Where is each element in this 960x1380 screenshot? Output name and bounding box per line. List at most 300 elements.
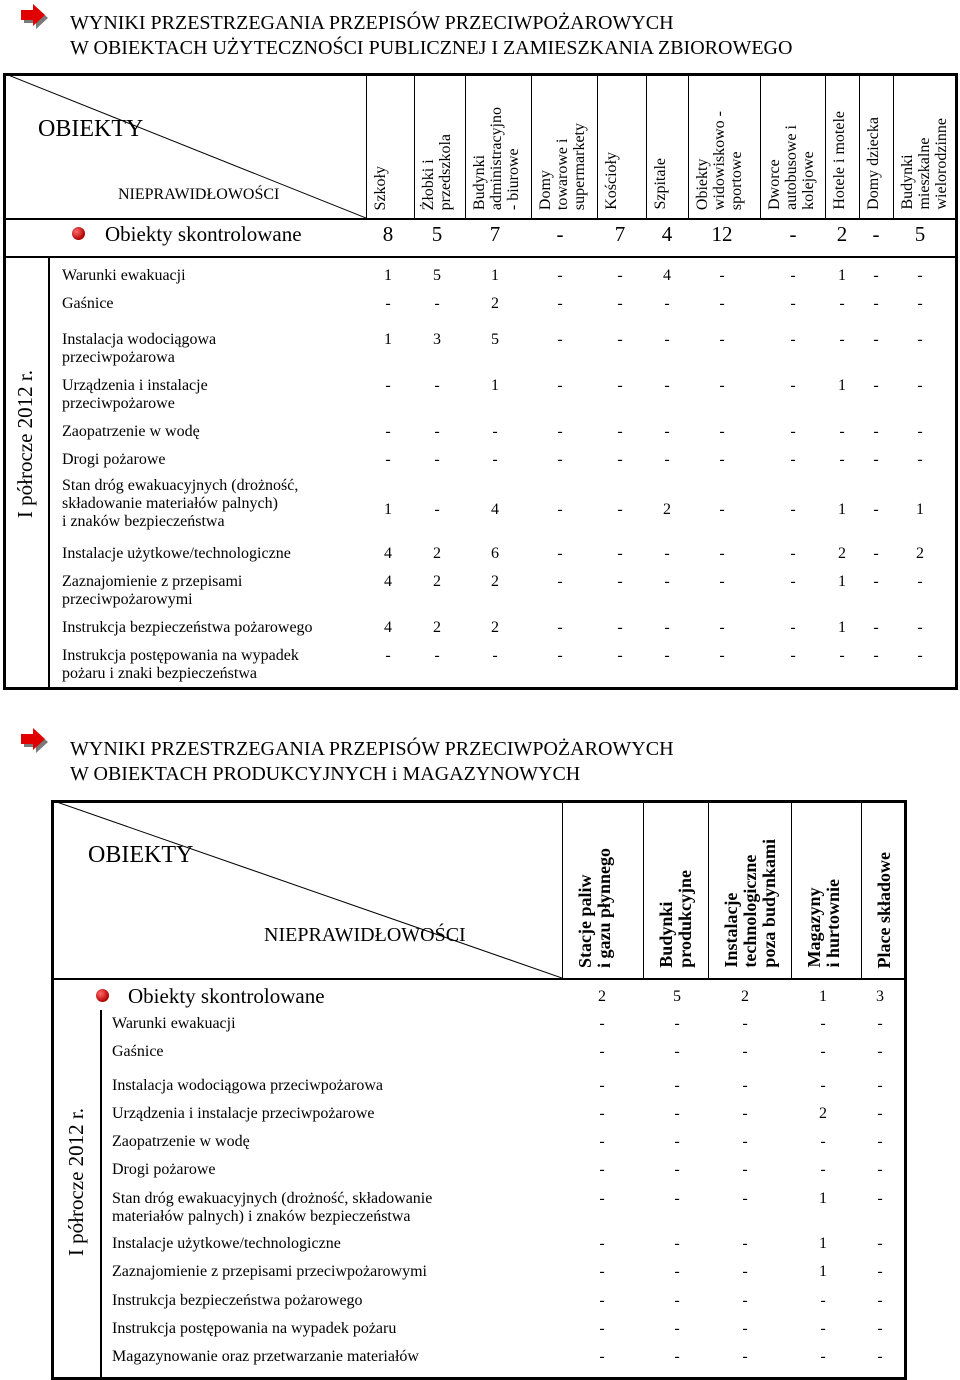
- row-label-line: Zaznajomienie z przepisami przeciwpożarowymi: [112, 1263, 427, 1280]
- column-header: [831, 111, 848, 210]
- row-value: -: [617, 451, 623, 468]
- row-value: -: [434, 647, 440, 664]
- column-header-line: technologiczne: [740, 855, 760, 968]
- row-label-line: Instalacja wodociągowa przeciwpożarowa: [112, 1077, 383, 1094]
- row-value: -: [790, 267, 796, 284]
- row-value: -: [873, 331, 879, 348]
- row-label: [62, 451, 166, 469]
- row-value: -: [674, 1235, 680, 1252]
- row-value: 1: [838, 501, 846, 518]
- row-value: -: [877, 1235, 883, 1252]
- period-divider: [48, 256, 50, 690]
- row-value: -: [599, 1263, 605, 1280]
- row-value: -: [557, 501, 563, 518]
- column-header-line: Budynki: [471, 154, 488, 210]
- row-value: 2: [433, 545, 441, 562]
- row-value: -: [790, 501, 796, 518]
- column-header-line: poza budynkami: [759, 839, 779, 968]
- column-header-line: Budynki: [656, 901, 676, 968]
- row-value: 5: [491, 331, 499, 348]
- row-value: -: [820, 1133, 826, 1150]
- row-value: 2: [838, 545, 846, 562]
- row-value: -: [434, 377, 440, 394]
- controlled-value: 5: [431, 222, 443, 246]
- row-label-line: Warunki ewakuacji: [62, 267, 186, 284]
- row-value: -: [599, 1320, 605, 1337]
- row-value: -: [674, 1015, 680, 1032]
- column-header: [899, 118, 950, 210]
- row-value: -: [820, 1043, 826, 1060]
- column-header: [875, 852, 894, 969]
- row-value: 4: [663, 267, 671, 284]
- row-label: [112, 1133, 250, 1151]
- row-value: 1: [819, 1235, 827, 1252]
- body-divider: [3, 256, 958, 258]
- controlled-value: 5: [673, 988, 681, 1005]
- row-value: -: [617, 331, 623, 348]
- column-header-line: i hurtownie: [823, 879, 843, 968]
- column-header-line: Domy: [537, 170, 554, 210]
- row-value: -: [742, 1235, 748, 1252]
- row-value: -: [877, 1105, 883, 1122]
- row-label-line: Instrukcja postępowania na wypadek pożaru: [112, 1320, 397, 1337]
- controlled-value: -: [556, 222, 564, 246]
- row-value: -: [557, 545, 563, 562]
- column-header-line: Instalacje: [721, 893, 741, 968]
- row-value: 2: [916, 545, 924, 562]
- header-objects: OBIEKTY: [38, 116, 144, 142]
- row-value: -: [917, 295, 923, 312]
- column-divider: [760, 73, 761, 218]
- row-value: -: [434, 501, 440, 518]
- red-bullet-icon: [96, 989, 109, 1002]
- row-label: [62, 477, 298, 531]
- row-label-line: Urządzenia i instalacje: [62, 377, 208, 394]
- row-value: 1: [819, 1190, 827, 1207]
- row-value: -: [790, 619, 796, 636]
- controlled-label: Obiekty skontrolowane: [128, 984, 325, 1008]
- row-value: -: [719, 377, 725, 394]
- section1-title-line1: WYNIKI PRZESTRZEGANIA PRZEPISÓW PRZECIWPOŻAROWYCH: [70, 12, 674, 34]
- row-value: -: [917, 451, 923, 468]
- row-value: -: [674, 1077, 680, 1094]
- row-value: -: [877, 1043, 883, 1060]
- column-header-line: wielorodzinne: [933, 118, 950, 210]
- column-divider: [531, 73, 532, 218]
- row-value: 2: [433, 619, 441, 636]
- controlled-value: 8: [382, 222, 394, 246]
- row-value: -: [820, 1161, 826, 1178]
- row-value: -: [790, 573, 796, 590]
- controlled-value: -: [872, 222, 880, 246]
- row-label: [62, 377, 208, 413]
- row-value: -: [873, 647, 879, 664]
- row-value: -: [719, 451, 725, 468]
- row-value: -: [557, 619, 563, 636]
- row-value: -: [790, 377, 796, 394]
- row-label-line: przeciwpożarowa: [62, 349, 175, 366]
- column-header-line: przedszkola: [437, 133, 454, 210]
- row-value: -: [674, 1133, 680, 1150]
- row-value: -: [557, 423, 563, 440]
- row-value: -: [873, 545, 879, 562]
- row-value: 1: [384, 267, 392, 284]
- row-label: [112, 1190, 432, 1226]
- row-value: -: [877, 1161, 883, 1178]
- row-value: -: [492, 423, 498, 440]
- row-value: -: [599, 1015, 605, 1032]
- row-label: [62, 423, 200, 441]
- row-value: -: [664, 619, 670, 636]
- row-label-line: Instrukcja postępowania na wypadek: [62, 647, 299, 664]
- row-value: -: [557, 377, 563, 394]
- row-value: -: [385, 295, 391, 312]
- column-header: [603, 152, 620, 210]
- controlled-value: 12: [711, 222, 733, 246]
- row-value: -: [790, 423, 796, 440]
- row-value: -: [617, 267, 623, 284]
- column-divider: [643, 800, 644, 978]
- row-label-line: Drogi pożarowe: [62, 451, 166, 468]
- row-value: -: [820, 1015, 826, 1032]
- column-header-line: towarowe i: [554, 138, 571, 210]
- row-value: -: [742, 1133, 748, 1150]
- row-value: -: [742, 1320, 748, 1337]
- row-value: -: [617, 545, 623, 562]
- row-value: -: [664, 545, 670, 562]
- row-value: -: [873, 451, 879, 468]
- controlled-value: 3: [876, 988, 884, 1005]
- row-value: -: [599, 1348, 605, 1365]
- row-value: -: [385, 451, 391, 468]
- row-value: -: [599, 1133, 605, 1150]
- row-value: -: [664, 451, 670, 468]
- row-label: [62, 545, 291, 563]
- row-value: -: [877, 1077, 883, 1094]
- header-diagonal: [51, 800, 562, 978]
- row-value: -: [742, 1292, 748, 1309]
- row-label: [62, 647, 299, 683]
- row-value: -: [664, 331, 670, 348]
- column-header: [652, 158, 669, 210]
- row-value: -: [617, 619, 623, 636]
- row-value: -: [557, 647, 563, 664]
- column-divider: [708, 800, 709, 978]
- controlled-value: 1: [819, 988, 827, 1005]
- period-label: I półrocze 2012 r.: [64, 1108, 88, 1257]
- row-value: -: [917, 423, 923, 440]
- row-value: -: [719, 545, 725, 562]
- column-divider: [825, 73, 826, 218]
- row-value: -: [917, 573, 923, 590]
- row-label: [62, 295, 114, 313]
- column-header-line: Stacje paliw: [575, 874, 595, 968]
- row-value: -: [742, 1190, 748, 1207]
- row-value: -: [492, 451, 498, 468]
- row-value: -: [790, 647, 796, 664]
- row-value: -: [557, 331, 563, 348]
- column-divider: [562, 800, 563, 978]
- column-header-line: Budynki: [899, 154, 916, 210]
- red-arrow-icon: [20, 728, 50, 754]
- row-label-line: Gaśnice: [112, 1043, 164, 1060]
- row-value: 2: [433, 573, 441, 590]
- row-value: -: [742, 1043, 748, 1060]
- row-label-line: Stan dróg ewakuacyjnych (drożność,: [62, 477, 299, 494]
- column-divider: [688, 73, 689, 218]
- row-label: [112, 1077, 383, 1095]
- row-value: -: [617, 377, 623, 394]
- row-value: -: [790, 545, 796, 562]
- row-value: -: [873, 377, 879, 394]
- row-value: -: [719, 423, 725, 440]
- row-label: [112, 1015, 236, 1033]
- row-value: -: [839, 331, 845, 348]
- column-header-line: mieszkalne: [916, 138, 933, 210]
- row-value: -: [719, 267, 725, 284]
- row-value: 1: [819, 1263, 827, 1280]
- row-value: -: [617, 647, 623, 664]
- row-value: -: [820, 1348, 826, 1365]
- column-divider: [414, 73, 415, 218]
- section2-title-line2: W OBIEKTACH PRODUKCYJNYCH i MAGAZYNOWYCH: [70, 763, 581, 785]
- controlled-value: 2: [598, 988, 606, 1005]
- row-value: -: [599, 1292, 605, 1309]
- row-value: -: [877, 1320, 883, 1337]
- controlled-value: 2: [836, 222, 848, 246]
- row-label: [112, 1043, 164, 1061]
- row-value: -: [742, 1015, 748, 1032]
- header-objects: OBIEKTY: [88, 842, 194, 868]
- column-divider: [791, 800, 792, 978]
- row-value: 1: [491, 377, 499, 394]
- row-value: -: [664, 647, 670, 664]
- row-value: -: [742, 1348, 748, 1365]
- column-header: [372, 166, 389, 210]
- row-value: -: [917, 647, 923, 664]
- row-value: -: [873, 619, 879, 636]
- row-value: 4: [491, 501, 499, 518]
- column-header: [805, 879, 843, 968]
- row-value: -: [674, 1190, 680, 1207]
- row-value: -: [385, 377, 391, 394]
- row-value: -: [719, 647, 725, 664]
- row-label: [62, 573, 242, 609]
- row-value: -: [873, 423, 879, 440]
- row-value: -: [719, 619, 725, 636]
- row-value: 3: [433, 331, 441, 348]
- column-header-line: - biurowe: [505, 148, 522, 210]
- row-value: -: [917, 619, 923, 636]
- row-value: -: [873, 295, 879, 312]
- row-value: -: [820, 1320, 826, 1337]
- row-value: -: [434, 295, 440, 312]
- row-value: 4: [384, 619, 392, 636]
- column-divider: [893, 73, 894, 218]
- row-value: -: [599, 1235, 605, 1252]
- column-header: [865, 117, 882, 210]
- row-value: 2: [491, 619, 499, 636]
- column-header: [722, 839, 779, 968]
- column-header-line: Kościoły: [603, 152, 620, 210]
- row-value: -: [557, 267, 563, 284]
- column-divider: [646, 73, 647, 218]
- column-header-line: produkcyjne: [675, 870, 695, 968]
- row-label-line: i znaków bezpieczeństwa: [62, 513, 225, 530]
- row-value: 1: [838, 377, 846, 394]
- row-value: -: [434, 423, 440, 440]
- column-header-line: supermarkety: [571, 122, 588, 210]
- row-value: -: [674, 1105, 680, 1122]
- red-bullet-icon: [72, 227, 85, 240]
- row-value: -: [719, 501, 725, 518]
- row-value: -: [674, 1292, 680, 1309]
- row-value: -: [719, 331, 725, 348]
- row-value: 1: [384, 501, 392, 518]
- row-value: -: [617, 295, 623, 312]
- row-value: 6: [491, 545, 499, 562]
- column-header: [471, 107, 522, 210]
- row-value: 1: [838, 573, 846, 590]
- row-label-line: Instalacja wodociągowa: [62, 331, 217, 348]
- column-header-line: Żłobki i: [420, 158, 437, 210]
- row-value: -: [742, 1263, 748, 1280]
- row-value: -: [664, 573, 670, 590]
- row-label: [112, 1235, 341, 1253]
- row-value: -: [674, 1043, 680, 1060]
- row-value: 4: [384, 545, 392, 562]
- row-value: -: [820, 1077, 826, 1094]
- row-value: -: [877, 1292, 883, 1309]
- row-label-line: Stan dróg ewakuacyjnych (drożność, składowanie: [112, 1190, 433, 1207]
- row-value: -: [557, 451, 563, 468]
- column-header-line: administracyjno: [488, 106, 505, 210]
- row-value: 2: [663, 501, 671, 518]
- row-value: -: [674, 1320, 680, 1337]
- row-value: 1: [491, 267, 499, 284]
- row-value: -: [664, 295, 670, 312]
- header-irregularities: NIEPRAWIDŁOWOŚCI: [264, 924, 466, 946]
- row-value: -: [664, 377, 670, 394]
- section1-title-line2: W OBIEKTACH UŻYTECZNOŚCI PUBLICZNEJ I ZAMIESZKANIA ZBIOROWEGO: [70, 37, 793, 59]
- column-divider: [465, 73, 466, 218]
- period-label: I półrocze 2012 r.: [13, 370, 37, 519]
- row-value: -: [599, 1190, 605, 1207]
- row-value: -: [742, 1077, 748, 1094]
- row-label: [112, 1161, 216, 1179]
- row-label-line: Instalacje użytkowe/technologiczne: [112, 1235, 341, 1252]
- column-header-line: i gazu płynnego: [594, 847, 614, 968]
- row-label-line: składowanie materiałów palnych): [62, 495, 278, 512]
- row-value: -: [599, 1043, 605, 1060]
- row-value: -: [839, 647, 845, 664]
- column-header: [694, 111, 745, 210]
- row-value: -: [617, 573, 623, 590]
- column-header-line: Obiekty: [694, 158, 711, 210]
- row-label-line: materiałów palnych) i znaków bezpieczeństwa: [112, 1208, 411, 1225]
- row-value: -: [873, 267, 879, 284]
- row-value: -: [674, 1263, 680, 1280]
- row-value: -: [742, 1161, 748, 1178]
- row-label-line: przeciwpożarowymi: [62, 591, 193, 608]
- row-value: 5: [433, 267, 441, 284]
- column-header-line: Dworce: [766, 159, 783, 210]
- controlled-value: 2: [741, 988, 749, 1005]
- controlled-value: -: [789, 222, 797, 246]
- row-value: 1: [916, 501, 924, 518]
- row-value: -: [674, 1161, 680, 1178]
- column-divider: [597, 73, 598, 218]
- row-label: [62, 619, 313, 637]
- row-label-line: Urządzenia i instalacje przeciwpożarowe: [112, 1105, 375, 1122]
- row-value: -: [790, 295, 796, 312]
- row-value: -: [599, 1077, 605, 1094]
- row-value: -: [557, 573, 563, 590]
- column-divider: [366, 73, 367, 218]
- header-irregularities: NIEPRAWIDŁOWOŚCI: [118, 186, 280, 203]
- row-label-line: Drogi pożarowe: [112, 1161, 216, 1178]
- header-divider: [3, 218, 958, 220]
- controlled-label: Obiekty skontrolowane: [105, 222, 302, 246]
- controlled-value: 5: [914, 222, 926, 246]
- row-value: -: [839, 451, 845, 468]
- column-divider: [859, 73, 860, 218]
- row-label-line: przeciwpożarowe: [62, 395, 175, 412]
- row-value: 2: [819, 1105, 827, 1122]
- row-label: [62, 331, 216, 367]
- row-label-line: Instrukcja bezpieczeństwa pożarowego: [62, 619, 313, 636]
- row-label: [112, 1292, 363, 1310]
- row-value: -: [434, 451, 440, 468]
- row-value: -: [617, 423, 623, 440]
- row-value: -: [674, 1348, 680, 1365]
- row-label-line: Zaopatrzenie w wodę: [112, 1133, 250, 1150]
- row-value: 1: [384, 331, 392, 348]
- red-arrow-icon: [20, 4, 50, 30]
- row-value: -: [719, 295, 725, 312]
- column-header-line: Place składowe: [874, 851, 894, 968]
- controlled-value: 7: [614, 222, 626, 246]
- row-label-line: Zaopatrzenie w wodę: [62, 423, 200, 440]
- row-value: -: [385, 423, 391, 440]
- column-header-line: Szpitale: [652, 158, 669, 210]
- row-value: -: [557, 295, 563, 312]
- row-value: -: [385, 647, 391, 664]
- column-header: [420, 134, 454, 210]
- row-label: [112, 1320, 396, 1338]
- column-header-line: sportowe: [728, 151, 745, 210]
- column-header-line: Domy dziecka: [865, 117, 882, 210]
- column-header: [766, 125, 817, 210]
- row-label-line: Warunki ewakuacji: [112, 1015, 236, 1032]
- row-value: -: [719, 573, 725, 590]
- row-value: -: [820, 1292, 826, 1309]
- section2-title-line1: WYNIKI PRZESTRZEGANIA PRZEPISÓW PRZECIWPOŻAROWYCH: [70, 738, 674, 760]
- row-value: -: [877, 1348, 883, 1365]
- row-value: 1: [838, 619, 846, 636]
- row-label: [112, 1105, 375, 1123]
- row-value: -: [877, 1015, 883, 1032]
- row-label-line: Instalacje użytkowe/technologiczne: [62, 545, 291, 562]
- row-label-line: Magazynowanie oraz przetwarzanie materiałów: [112, 1348, 419, 1365]
- column-header-line: widowiskowo -: [711, 110, 728, 210]
- row-value: -: [790, 331, 796, 348]
- row-label: [112, 1263, 427, 1281]
- column-header-line: Hotele i motele: [831, 111, 848, 210]
- row-value: -: [599, 1105, 605, 1122]
- row-value: -: [790, 451, 796, 468]
- row-value: 2: [491, 295, 499, 312]
